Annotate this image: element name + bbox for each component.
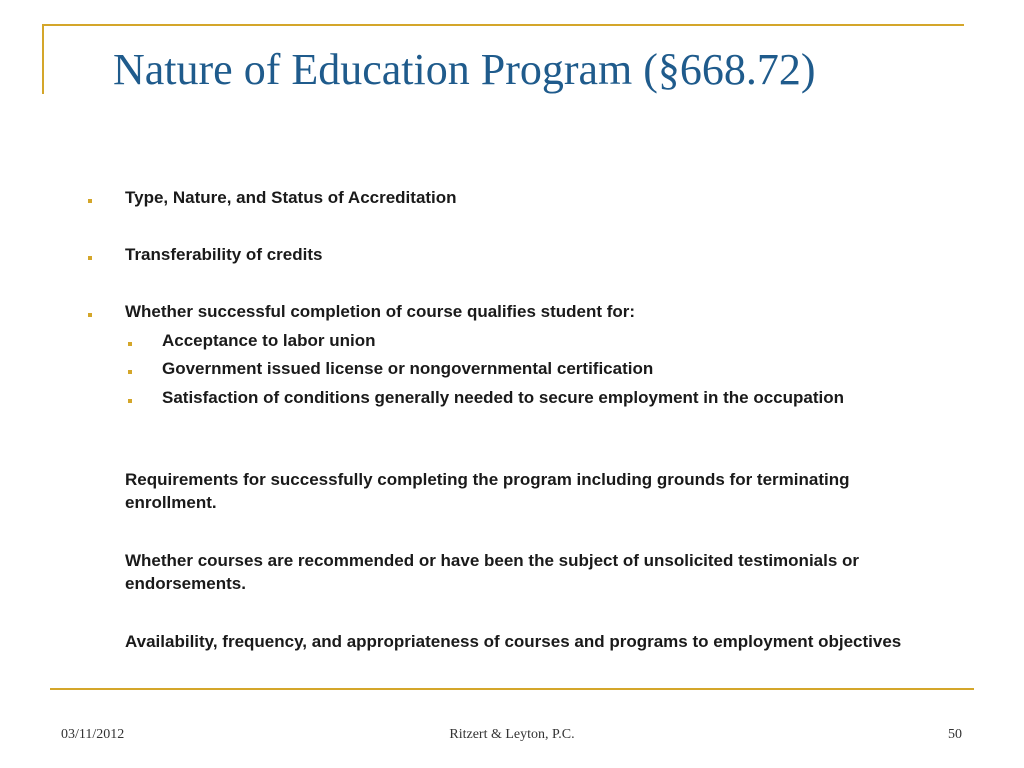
footer-presenter: Ritzert & Leyton, P.C. [449, 727, 575, 742]
sub-bullet-marker [128, 370, 132, 374]
paragraph-availability: Availability, frequency, and appropriateness of courses and programs to employment objectives [125, 632, 902, 651]
bullet-marker [88, 256, 92, 260]
bullet-marker [88, 313, 92, 317]
bullet-transferability: Transferability of credits [125, 245, 323, 264]
slide-title: Nature of Education Program (§668.72) [113, 45, 816, 94]
sub-bullet-marker [128, 399, 132, 403]
paragraph-testimonials: Whether courses are recommended or have been the subject of unsolicited testimonials or endorsements. [125, 551, 860, 593]
bullet-qualification: Whether successful completion of course qualifies student for: [125, 302, 636, 321]
sub-bullet-labor-union: Acceptance to labor union [162, 331, 376, 350]
footer-date: 03/11/2012 [61, 727, 125, 742]
footer-page-number: 50 [948, 727, 962, 742]
frame-left-rule [42, 24, 44, 94]
bullet-accreditation: Type, Nature, and Status of Accreditation [125, 188, 457, 207]
paragraph-requirements: Requirements for successfully completing the program including grounds for terminating enrollment. [125, 470, 850, 512]
sub-bullet-marker [128, 342, 132, 346]
sub-bullet-employment-conditions: Satisfaction of conditions generally needed to secure employment in the occupation [162, 388, 845, 407]
sub-bullet-license: Government issued license or nongovernmental certification [162, 359, 654, 378]
footer-rule [50, 688, 974, 690]
frame-top-rule [42, 24, 964, 26]
bullet-marker [88, 199, 92, 203]
